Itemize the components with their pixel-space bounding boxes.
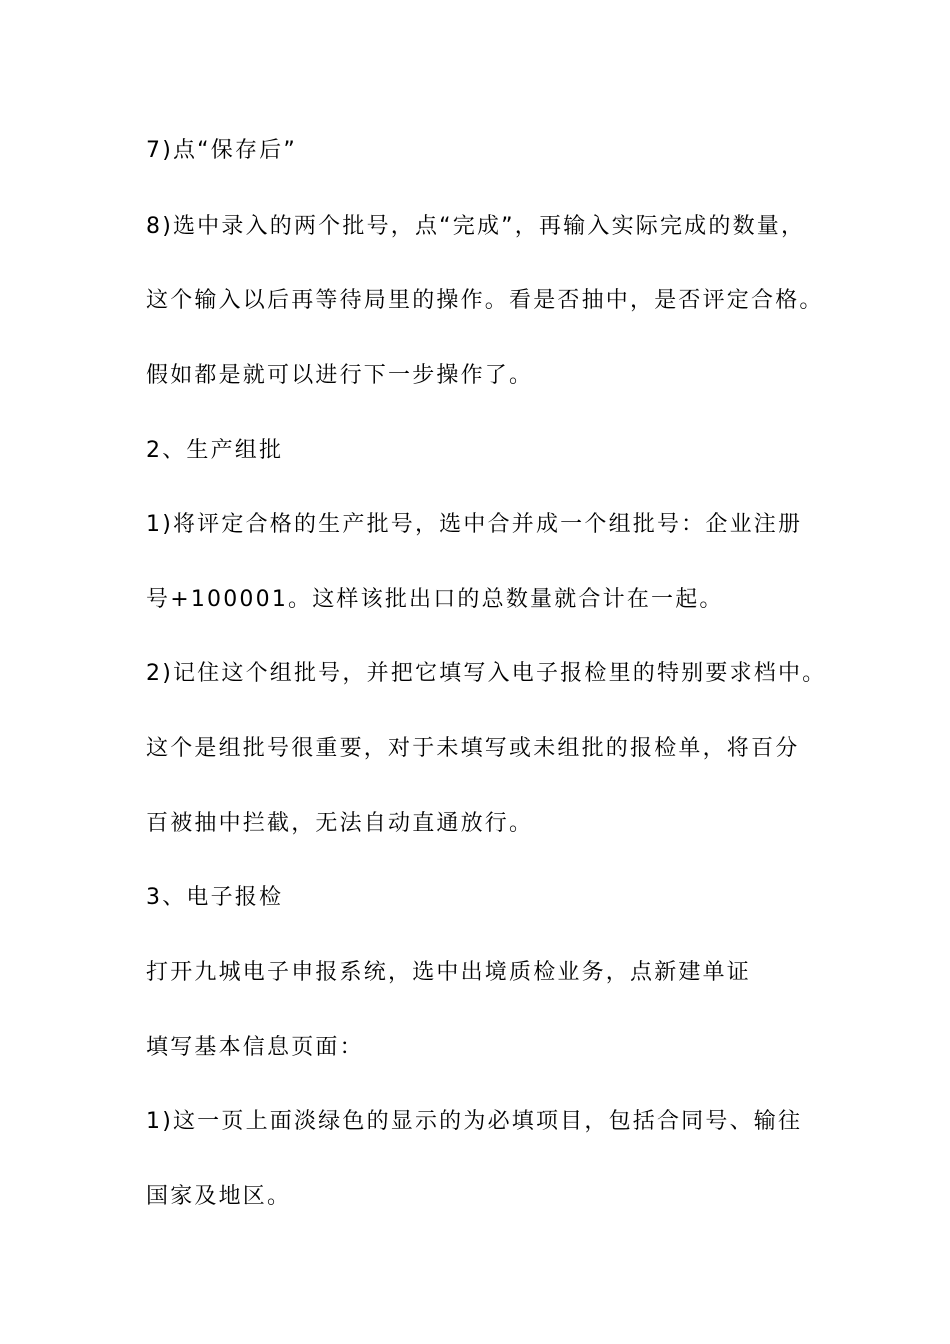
text-line-info-step-1-cont: 国家及地区。 [146, 1184, 292, 1209]
text-line-open-system: 打开九城电子申报系统，选中出境质检业务，点新建单证 [146, 960, 752, 985]
section-heading-e-inspection: 3、电子报检 [146, 885, 284, 910]
text-line-batch-step-2: 2)记住这个组批号，并把它填写入电子报检里的特别要求档中。 [146, 661, 827, 686]
text-line-batch-step-1-cont: 号+100001。这样该批出口的总数量就合计在一起。 [146, 587, 724, 612]
section-heading-production-batch: 2、生产组批 [146, 438, 284, 463]
text-line-fill-basic-info: 填写基本信息页面： [146, 1035, 364, 1060]
text-line-step-8-end: 假如都是就可以进行下一步操作了。 [146, 363, 534, 388]
text-line-batch-step-1: 1)将评定合格的生产批号，选中合并成一个组批号：企业注册 [146, 512, 803, 537]
text-line-batch-step-2-cont: 这个是组批号很重要，对于未填写或未组批的报检单，将百分 [146, 736, 800, 761]
text-line-step-7: 7)点“保存后” [146, 138, 297, 163]
text-line-batch-step-2-end: 百被抽中拦截，无法自动直通放行。 [146, 811, 534, 836]
text-line-info-step-1: 1)这一页上面淡绿色的显示的为必填项目，包括合同号、输往 [146, 1109, 803, 1134]
text-line-step-8: 8)选中录入的两个批号，点“完成”，再输入实际完成的数量， [146, 214, 806, 239]
text-line-step-8-cont: 这个输入以后再等待局里的操作。看是否抽中，是否评定合格。 [146, 288, 824, 313]
